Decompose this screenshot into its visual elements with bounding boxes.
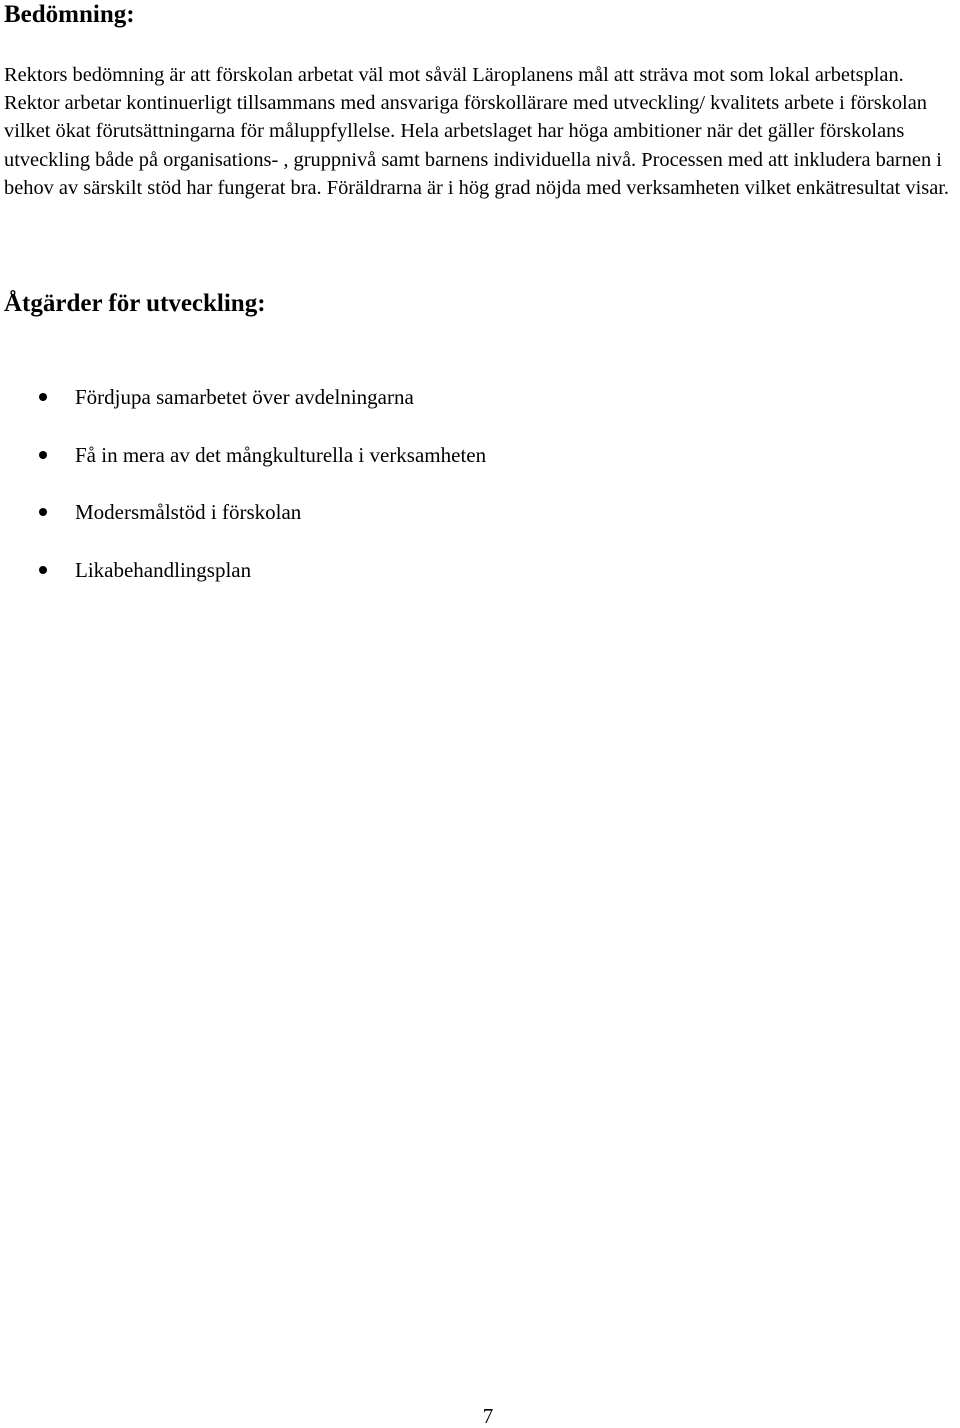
assessment-paragraph: Rektors bedömning är att förskolan arbetat väl mot såväl Läroplanens mål att sträva mot som lokal arbetsplan. Rektor arbetar kontinuerligt tillsammans med ansvariga förskollärare med utveckling/ kvalitets arbete i förskolan vilket ökat förutsättningarna för måluppfyllelse. Hela arbetslaget har höga ambitioner när det gäller förskolans utveckling både på organisations- , gruppnivå samt barnens individuella nivå. Processen med att inkludera barnen i behov av särskilt stöd har fungerat bra. Föräldrarna är i hög grad nöjda med verksamheten vilket enkätresultat visar. xyxy=(4,64,950,199)
page-number: 7 xyxy=(482,1404,494,1428)
list-item-text: Fördjupa samarbetet över avdelningarna xyxy=(75,385,414,409)
bullet-icon xyxy=(39,566,47,574)
list-item-text: Modersmålstöd i förskolan xyxy=(75,500,302,524)
list-item-text: Likabehandlingsplan xyxy=(75,557,252,582)
bullet-icon xyxy=(39,393,47,401)
section-heading-atgarder: Åtgärder för utveckling: xyxy=(4,290,266,317)
list-item-text: Få in mera av det mångkulturella i verksamheten xyxy=(75,442,487,467)
bullet-icon xyxy=(39,451,47,459)
section-heading-bedomning: Bedömning: xyxy=(4,1,135,28)
bullet-icon xyxy=(39,508,47,516)
